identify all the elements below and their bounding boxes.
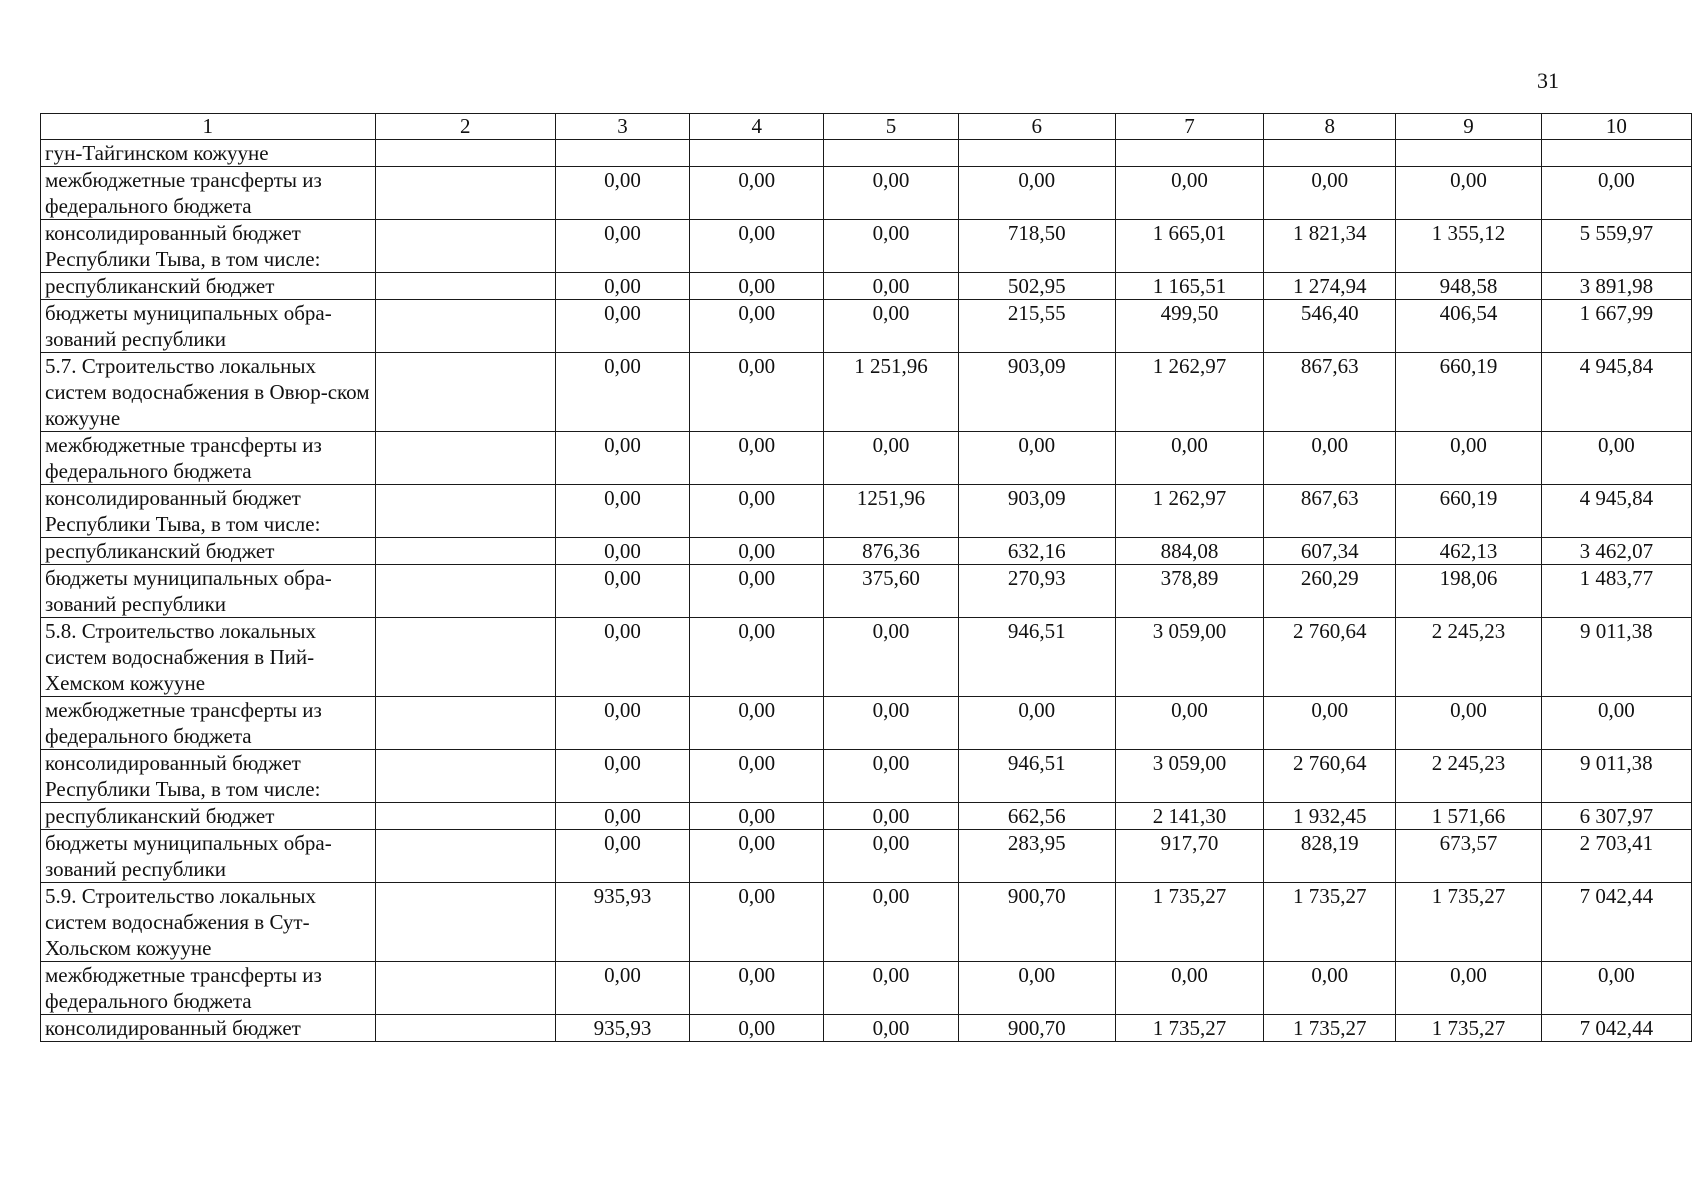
cell-value: 0,00 (555, 353, 689, 432)
table-row (41, 1015, 1692, 1042)
row-label: межбюджетные трансферты из федерального бюджета (41, 167, 376, 220)
row-label: консолидированный бюджет (41, 1015, 376, 1042)
cell-value: 0,00 (1396, 432, 1541, 485)
cell-value: 0,00 (555, 803, 689, 830)
cell-value: 1 262,97 (1115, 353, 1263, 432)
cell-value: 1 483,77 (1541, 565, 1691, 618)
column-header-4: 4 (690, 114, 824, 140)
cell-value: 198,06 (1396, 565, 1541, 618)
cell-value: 0,00 (555, 697, 689, 750)
cell-value (1541, 140, 1691, 167)
cell-value: 0,00 (690, 1015, 824, 1042)
cell-value: 2 760,64 (1264, 750, 1396, 803)
cell-value: 1 735,27 (1264, 883, 1396, 962)
cell-value: 499,50 (1115, 300, 1263, 353)
column-header-10: 10 (1541, 114, 1691, 140)
cell-value: 1 735,27 (1264, 1015, 1396, 1042)
cell-value: 0,00 (1115, 167, 1263, 220)
cell-value: 375,60 (824, 565, 958, 618)
cell-value: 1 355,12 (1396, 220, 1541, 273)
table-row (41, 618, 1692, 697)
cell-value: 0,00 (958, 167, 1115, 220)
table-row (41, 830, 1692, 883)
cell-value: 607,34 (1264, 538, 1396, 565)
column-header-8: 8 (1264, 114, 1396, 140)
row-label: 5.7. Строительство локальных систем водоснабжения в Овюр-ском кожууне (41, 353, 376, 432)
cell-value: 1 571,66 (1396, 803, 1541, 830)
table-row (41, 803, 1692, 830)
row-col2 (375, 167, 555, 220)
table-row (41, 273, 1692, 300)
cell-value: 0,00 (824, 273, 958, 300)
table-row (41, 140, 1692, 167)
cell-value: 876,36 (824, 538, 958, 565)
row-col2 (375, 803, 555, 830)
table-row (41, 353, 1692, 432)
row-label: гун-Тайгинском кожууне (41, 140, 376, 167)
cell-value: 884,08 (1115, 538, 1263, 565)
cell-value: 1 821,34 (1264, 220, 1396, 273)
column-header-6: 6 (958, 114, 1115, 140)
cell-value: 0,00 (824, 220, 958, 273)
cell-value: 1 932,45 (1264, 803, 1396, 830)
row-col2 (375, 618, 555, 697)
cell-value: 0,00 (1541, 432, 1691, 485)
cell-value: 0,00 (1264, 962, 1396, 1015)
row-label: бюджеты муниципальных обра-зований республики (41, 300, 376, 353)
cell-value: 0,00 (690, 167, 824, 220)
cell-value: 1251,96 (824, 485, 958, 538)
cell-value: 0,00 (555, 432, 689, 485)
cell-value: 1 251,96 (824, 353, 958, 432)
cell-value: 462,13 (1396, 538, 1541, 565)
cell-value: 215,55 (958, 300, 1115, 353)
row-label: консолидированный бюджет Республики Тыва, в том числе: (41, 220, 376, 273)
table-row (41, 750, 1692, 803)
column-header-9: 9 (1396, 114, 1541, 140)
column-header-2: 2 (375, 114, 555, 140)
row-label: межбюджетные трансферты из федерального бюджета (41, 432, 376, 485)
cell-value: 2 141,30 (1115, 803, 1263, 830)
cell-value (690, 140, 824, 167)
row-col2 (375, 962, 555, 1015)
cell-value: 7 042,44 (1541, 1015, 1691, 1042)
cell-value: 0,00 (1264, 432, 1396, 485)
cell-value: 0,00 (1396, 962, 1541, 1015)
cell-value: 0,00 (555, 962, 689, 1015)
table-row (41, 220, 1692, 273)
cell-value: 867,63 (1264, 485, 1396, 538)
cell-value: 660,19 (1396, 353, 1541, 432)
cell-value: 9 011,38 (1541, 618, 1691, 697)
cell-value: 0,00 (690, 618, 824, 697)
cell-value: 0,00 (555, 618, 689, 697)
cell-value: 662,56 (958, 803, 1115, 830)
cell-value: 546,40 (1264, 300, 1396, 353)
row-col2 (375, 353, 555, 432)
cell-value: 935,93 (555, 1015, 689, 1042)
cell-value: 0,00 (824, 830, 958, 883)
cell-value: 7 042,44 (1541, 883, 1691, 962)
cell-value: 660,19 (1396, 485, 1541, 538)
cell-value: 0,00 (824, 300, 958, 353)
cell-value (1396, 140, 1541, 167)
row-col2 (375, 538, 555, 565)
cell-value: 0,00 (690, 565, 824, 618)
cell-value: 0,00 (1115, 962, 1263, 1015)
cell-value: 0,00 (555, 273, 689, 300)
cell-value: 3 059,00 (1115, 618, 1263, 697)
cell-value: 502,95 (958, 273, 1115, 300)
cell-value: 0,00 (958, 697, 1115, 750)
cell-value: 0,00 (824, 883, 958, 962)
cell-value: 0,00 (824, 618, 958, 697)
cell-value (824, 140, 958, 167)
cell-value: 900,70 (958, 1015, 1115, 1042)
cell-value: 406,54 (1396, 300, 1541, 353)
cell-value: 0,00 (690, 353, 824, 432)
column-header-5: 5 (824, 114, 958, 140)
row-col2 (375, 220, 555, 273)
cell-value: 0,00 (690, 883, 824, 962)
row-col2 (375, 300, 555, 353)
page-number: 31 (1537, 68, 1559, 93)
row-col2 (375, 485, 555, 538)
row-col2 (375, 830, 555, 883)
cell-value: 3 059,00 (1115, 750, 1263, 803)
table-row (41, 883, 1692, 962)
cell-value: 935,93 (555, 883, 689, 962)
row-label: 5.8. Строительство локальных систем водоснабжения в Пий-Хемском кожууне (41, 618, 376, 697)
table-row (41, 432, 1692, 485)
cell-value: 1 735,27 (1115, 883, 1263, 962)
cell-value: 1 165,51 (1115, 273, 1263, 300)
cell-value: 0,00 (958, 962, 1115, 1015)
column-header-1: 1 (41, 114, 376, 140)
row-col2 (375, 565, 555, 618)
cell-value: 0,00 (824, 750, 958, 803)
cell-value: 673,57 (1396, 830, 1541, 883)
cell-value: 946,51 (958, 750, 1115, 803)
cell-value: 260,29 (1264, 565, 1396, 618)
cell-value: 4 945,84 (1541, 485, 1691, 538)
row-label: бюджеты муниципальных обра-зований республики (41, 830, 376, 883)
row-label: республиканский бюджет (41, 803, 376, 830)
cell-value: 0,00 (690, 300, 824, 353)
cell-value: 283,95 (958, 830, 1115, 883)
table-row (41, 300, 1692, 353)
cell-value: 0,00 (690, 830, 824, 883)
cell-value: 0,00 (1541, 697, 1691, 750)
cell-value (1115, 140, 1263, 167)
row-label: бюджеты муниципальных обра-зований республики (41, 565, 376, 618)
cell-value (958, 140, 1115, 167)
cell-value: 270,93 (958, 565, 1115, 618)
cell-value: 828,19 (1264, 830, 1396, 883)
table-body (41, 140, 1692, 1042)
cell-value: 0,00 (555, 167, 689, 220)
cell-value: 0,00 (690, 485, 824, 538)
cell-value: 0,00 (958, 432, 1115, 485)
cell-value: 718,50 (958, 220, 1115, 273)
cell-value: 0,00 (1264, 167, 1396, 220)
row-label: 5.9. Строительство локальных систем водоснабжения в Сут-Хольском кожууне (41, 883, 376, 962)
cell-value: 5 559,97 (1541, 220, 1691, 273)
cell-value: 0,00 (1396, 697, 1541, 750)
cell-value: 1 735,27 (1396, 883, 1541, 962)
cell-value (555, 140, 689, 167)
cell-value: 2 245,23 (1396, 618, 1541, 697)
row-label: республиканский бюджет (41, 538, 376, 565)
table-row (41, 485, 1692, 538)
row-col2 (375, 697, 555, 750)
cell-value: 0,00 (690, 538, 824, 565)
cell-value: 0,00 (1396, 167, 1541, 220)
table-header (41, 114, 1692, 140)
cell-value: 0,00 (690, 697, 824, 750)
column-header-7: 7 (1115, 114, 1263, 140)
cell-value: 4 945,84 (1541, 353, 1691, 432)
cell-value: 867,63 (1264, 353, 1396, 432)
cell-value: 0,00 (824, 432, 958, 485)
cell-value: 0,00 (1264, 697, 1396, 750)
cell-value: 0,00 (1115, 432, 1263, 485)
cell-value: 0,00 (824, 803, 958, 830)
cell-value: 9 011,38 (1541, 750, 1691, 803)
cell-value: 948,58 (1396, 273, 1541, 300)
row-col2 (375, 432, 555, 485)
row-col2 (375, 1015, 555, 1042)
cell-value: 1 665,01 (1115, 220, 1263, 273)
row-label: межбюджетные трансферты из федерального бюджета (41, 962, 376, 1015)
table-row (41, 697, 1692, 750)
cell-value: 917,70 (1115, 830, 1263, 883)
row-label: консолидированный бюджет Республики Тыва, в том числе: (41, 750, 376, 803)
cell-value: 0,00 (1115, 697, 1263, 750)
row-label: республиканский бюджет (41, 273, 376, 300)
cell-value: 1 262,97 (1115, 485, 1263, 538)
cell-value: 0,00 (690, 273, 824, 300)
cell-value: 903,09 (958, 485, 1115, 538)
cell-value: 0,00 (555, 565, 689, 618)
cell-value: 378,89 (1115, 565, 1263, 618)
cell-value: 0,00 (824, 697, 958, 750)
cell-value: 0,00 (690, 750, 824, 803)
cell-value: 0,00 (690, 432, 824, 485)
cell-value: 0,00 (1541, 167, 1691, 220)
table-row (41, 538, 1692, 565)
row-col2 (375, 750, 555, 803)
cell-value: 2 703,41 (1541, 830, 1691, 883)
row-col2 (375, 273, 555, 300)
row-col2 (375, 883, 555, 962)
cell-value: 0,00 (555, 485, 689, 538)
row-label: консолидированный бюджет Республики Тыва, в том числе: (41, 485, 376, 538)
table-row (41, 565, 1692, 618)
cell-value: 1 274,94 (1264, 273, 1396, 300)
budget-table (40, 113, 1692, 1042)
cell-value: 0,00 (690, 220, 824, 273)
cell-value: 0,00 (555, 750, 689, 803)
cell-value: 0,00 (555, 300, 689, 353)
cell-value: 3 462,07 (1541, 538, 1691, 565)
table-row (41, 167, 1692, 220)
cell-value: 2 245,23 (1396, 750, 1541, 803)
cell-value (1264, 140, 1396, 167)
header-row (41, 114, 1692, 140)
row-col2 (375, 140, 555, 167)
table-row (41, 962, 1692, 1015)
cell-value: 0,00 (824, 962, 958, 1015)
cell-value: 0,00 (555, 830, 689, 883)
row-label: межбюджетные трансферты из федерального бюджета (41, 697, 376, 750)
cell-value: 0,00 (690, 962, 824, 1015)
cell-value: 1 735,27 (1396, 1015, 1541, 1042)
cell-value: 0,00 (690, 803, 824, 830)
cell-value: 2 760,64 (1264, 618, 1396, 697)
column-header-3: 3 (555, 114, 689, 140)
cell-value: 0,00 (555, 220, 689, 273)
cell-value: 903,09 (958, 353, 1115, 432)
cell-value: 0,00 (555, 538, 689, 565)
cell-value: 0,00 (824, 167, 958, 220)
cell-value: 3 891,98 (1541, 273, 1691, 300)
cell-value: 900,70 (958, 883, 1115, 962)
cell-value: 0,00 (824, 1015, 958, 1042)
cell-value: 632,16 (958, 538, 1115, 565)
cell-value: 1 735,27 (1115, 1015, 1263, 1042)
cell-value: 6 307,97 (1541, 803, 1691, 830)
cell-value: 1 667,99 (1541, 300, 1691, 353)
cell-value: 0,00 (1541, 962, 1691, 1015)
cell-value: 946,51 (958, 618, 1115, 697)
